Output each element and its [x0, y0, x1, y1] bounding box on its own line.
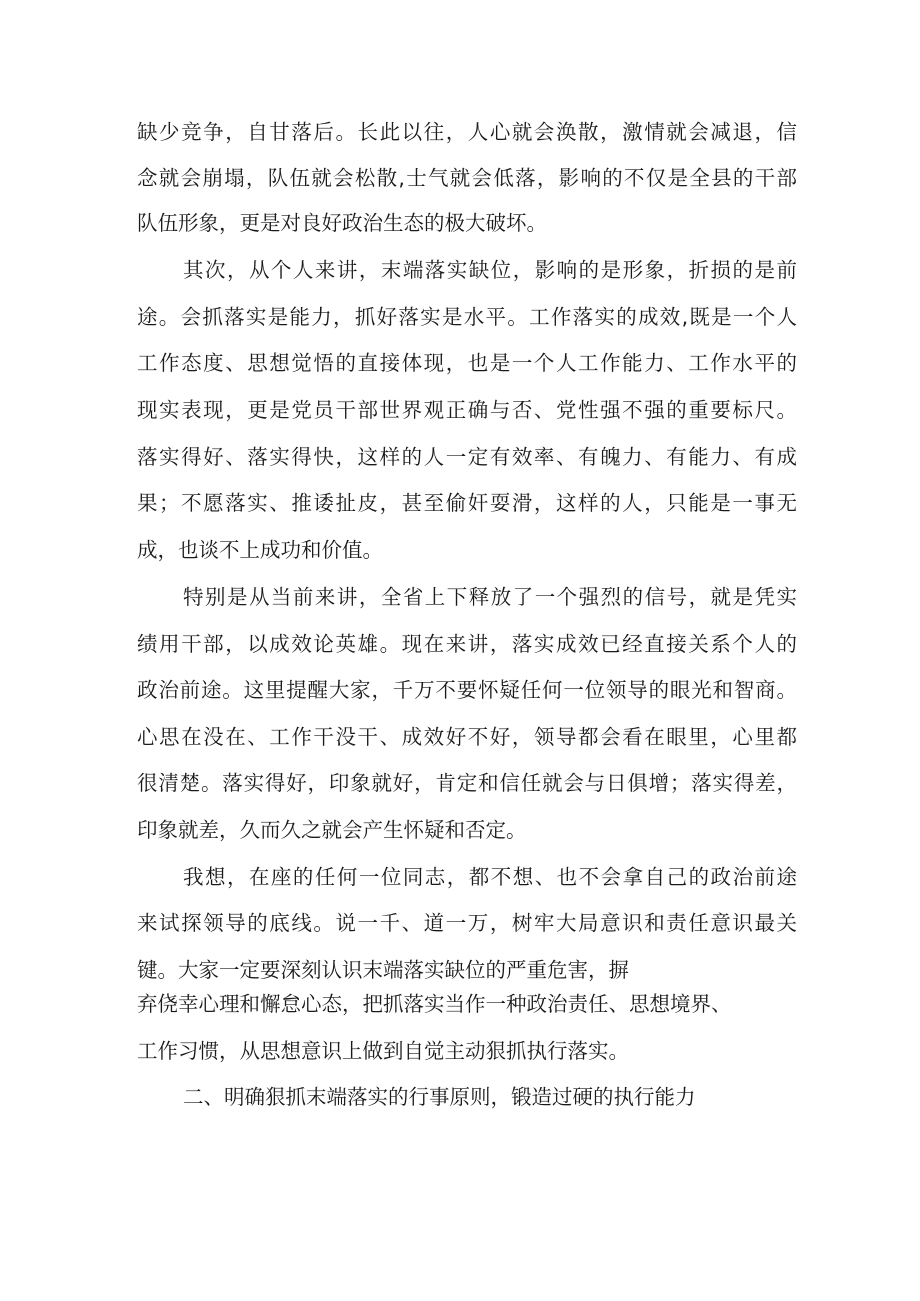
text-line: 成，也谈不上成功和价值。 [137, 538, 383, 562]
text-line: 缺少竞争，自甘落后。长此以往，人心就会涣散，激情就会减退，信 [137, 120, 797, 144]
text-line: 来试探领导的底线。说一千、道一万，树牢大局意识和责任意识最关 [137, 911, 797, 935]
text-line: 途。会抓落实是能力，抓好落实是水平。工作落实的成效,既是一个人 [137, 305, 797, 329]
text-line: 绩用干部，以成效论英雄。现在来讲，落实成效已经直接关系个人的 [137, 632, 797, 656]
text-line: 政治前途。这里提醒大家，千万不要怀疑任何一位领导的眼光和智商。 [137, 678, 797, 702]
text-line: 很清楚。落实得好，印象就好，肯定和信任就会与日俱增；落实得差， [137, 771, 797, 795]
text-line: 特别是从当前来讲，全省上下释放了一个强烈的信号，就是凭实 [183, 585, 797, 609]
text-line: 队伍形象，更是对良好政治生态的极大破坏。 [137, 211, 547, 235]
text-line: 我想，在座的任何一位同志，都不想、也不会拿自己的政治前途 [183, 865, 797, 889]
text-line: 工作态度、思想觉悟的直接体现，也是一个人工作能力、工作水平的 [137, 351, 797, 375]
text-line: 其次，从个人来讲，末端落实缺位，影响的是形象，折损的是前 [183, 258, 797, 282]
text-line: 印象就差，久而久之就会产生怀疑和否定。 [137, 818, 527, 842]
text-line: 果；不愿落实、推诿扯皮，甚至偷奸耍滑，这样的人，只能是一事无 [137, 491, 797, 515]
text-line: 现实表现，更是党员干部世界观正确与否、党性强不强的重要标尺。 [137, 398, 797, 422]
text-line: 键。大家一定要深刻认识末端落实缺位的严重危害，摒 [137, 958, 629, 982]
text-line: 二、明确狠抓末端落实的行事原则，锻造过硬的执行能力 [183, 1085, 696, 1109]
text-line: 心思在没在、工作干没干、成效好不好，领导都会看在眼里，心里都 [137, 725, 797, 749]
text-line: 工作习惯，从思想意识上做到自觉主动狠抓执行落实。 [137, 1039, 629, 1063]
text-line: 念就会崩塌，队伍就会松散,士气就会低落，影响的不仅是全县的干部 [137, 166, 797, 190]
text-line: 弃侥幸心理和懈怠心态，把抓落实当作一种政治责任、思想境界、 [137, 992, 732, 1016]
text-line: 落实得好、落实得快，这样的人一定有效率、有魄力、有能力、有成 [137, 445, 797, 469]
